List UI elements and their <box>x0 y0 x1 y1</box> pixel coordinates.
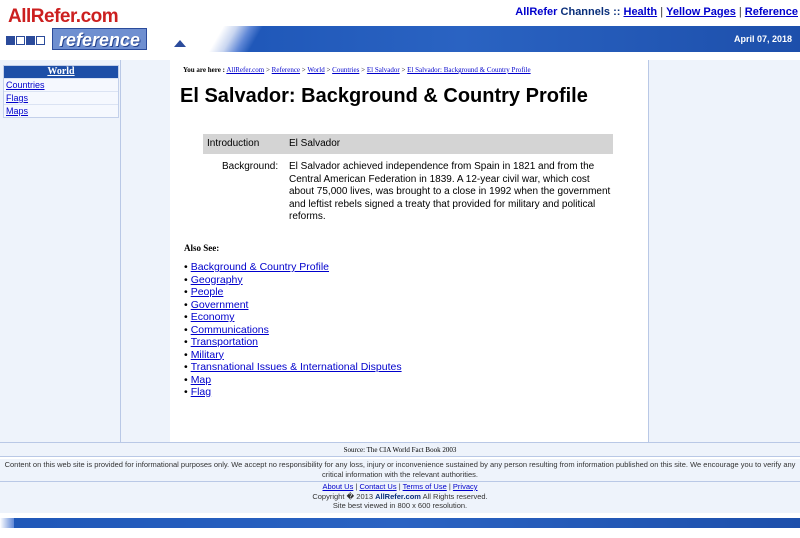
footer-separator: | <box>398 482 401 491</box>
sidebar-link-maps[interactable]: Maps <box>6 106 29 116</box>
breadcrumb-separator: > <box>401 66 406 74</box>
breadcrumb-separator: > <box>361 66 366 74</box>
bullet: • <box>184 261 188 273</box>
sidebar-link-flags[interactable]: Flags <box>6 93 29 103</box>
bullet: • <box>184 298 188 311</box>
also-see-list <box>184 261 402 399</box>
header-date: April 07, 2018 <box>733 34 792 44</box>
breadcrumb <box>183 66 531 74</box>
also-see-link-transportation[interactable]: Transportation <box>190 336 258 348</box>
list-item <box>184 311 402 324</box>
footer-separator: | <box>448 482 451 491</box>
logo-brand-text: AllRefer.com <box>8 6 119 27</box>
allrefer-logo[interactable] <box>6 6 186 50</box>
also-see-link-communications[interactable]: Communications <box>190 323 269 336</box>
bullet: • <box>184 386 188 398</box>
footer-stripe <box>0 518 14 528</box>
background-label: Background: <box>222 161 279 172</box>
disclaimer-text: Content on this web site is provided for informational purposes only. We accept no responsibility for any loss, injury or inconvenience sustained by any person resulting from information published on this site. We encourage you to verify any critical information with the relevant authorities. <box>0 459 800 481</box>
breadcrumb-separator: > <box>265 66 270 74</box>
also-see-link-economy[interactable]: Economy <box>190 311 235 323</box>
also-see-link-military[interactable]: Military <box>190 348 224 361</box>
list-item <box>184 386 402 399</box>
introduction-label: Introduction <box>207 138 260 149</box>
sidebar-heading-world[interactable]: World <box>4 66 118 78</box>
legal-block <box>0 481 800 513</box>
main-content <box>170 60 648 442</box>
also-see-heading: Also See: <box>184 243 220 253</box>
site-footer <box>0 442 800 538</box>
sidebar-link-countries[interactable]: Countries <box>6 80 45 90</box>
list-item <box>184 336 402 349</box>
site-header <box>0 0 800 52</box>
footer-link-contact-us[interactable]: Contact Us <box>359 482 397 491</box>
introduction-row <box>203 134 613 154</box>
footer-separator: | <box>355 482 358 491</box>
footer-link-about-us[interactable]: About Us <box>322 482 354 491</box>
header-blue-bar <box>236 26 800 52</box>
bullet: • <box>184 373 188 386</box>
left-sidebar <box>0 60 121 442</box>
footer-link-terms-of-use[interactable]: Terms of Use <box>402 482 447 491</box>
channel-link-reference[interactable]: Reference <box>744 6 798 18</box>
footer-blue-bar <box>0 518 800 528</box>
list-item <box>184 324 402 337</box>
also-see-link-government[interactable]: Government <box>190 298 249 311</box>
breadcrumb-link[interactable]: El Salvador <box>366 66 400 74</box>
source-note: Source: The CIA World Fact Book 2003 <box>0 443 800 457</box>
channel-separator: | <box>738 6 742 18</box>
background-text: El Salvador achieved independence from Spain in 1821 and from the Central American Federation in 1839. A 12-year civil war, which cost about 75,000 lives, was brought to a close in 1992 when the government and leftist rebels signed a treaty that provided for military and political reforms. <box>289 161 611 222</box>
also-see-link-map[interactable]: Map <box>190 373 212 386</box>
bullet: • <box>184 361 188 373</box>
bullet: • <box>184 286 188 298</box>
list-item <box>184 374 402 387</box>
channel-link-yellow-pages[interactable]: Yellow Pages <box>666 6 736 18</box>
also-see-link-transnational-issues[interactable]: Transnational Issues & International Disputes <box>190 361 402 373</box>
right-sidebar <box>648 60 800 442</box>
sidebar-item-flags[interactable] <box>4 91 118 104</box>
sidebar-item-countries[interactable] <box>4 78 118 91</box>
breadcrumb-lead: You are here : <box>183 66 225 74</box>
copyright-line <box>0 492 800 502</box>
also-see-link-people[interactable]: People <box>190 286 224 298</box>
breadcrumb-link[interactable]: Countries <box>332 66 360 74</box>
copyright-prefix: Copyright � 2013 <box>312 491 373 501</box>
channels-bar <box>515 6 798 18</box>
page-title: El Salvador: Background & Country Profile <box>180 85 588 107</box>
breadcrumb-separator: > <box>326 66 331 74</box>
also-see-link-flag[interactable]: Flag <box>190 386 212 398</box>
channels-label: Channels :: <box>560 6 621 18</box>
footer-links <box>0 482 800 492</box>
bullet: • <box>184 323 188 336</box>
world-nav-box <box>3 65 119 118</box>
bullet: • <box>184 348 188 361</box>
list-item <box>184 286 402 299</box>
breadcrumb-link[interactable]: El Salvador: Background & Country Profile <box>407 66 531 74</box>
best-viewed-note: Site best viewed in 800 x 600 resolution. <box>332 501 468 510</box>
copyright-suffix: All Rights reserved. <box>422 491 488 501</box>
logo-reference-text: reference <box>52 28 147 50</box>
footer-link-privacy[interactable]: Privacy <box>452 482 478 491</box>
channels-brand: AllRefer <box>515 6 558 18</box>
logo-arrow-icon <box>174 40 186 47</box>
introduction-value: El Salvador <box>289 138 341 149</box>
breadcrumb-link[interactable]: World <box>307 66 325 74</box>
list-item <box>184 361 402 374</box>
list-item <box>184 349 402 362</box>
also-see-link-background[interactable]: Background & Country Profile <box>190 261 330 273</box>
logo-squares-icon <box>6 32 50 42</box>
breadcrumb-link[interactable]: AllRefer.com <box>226 66 265 74</box>
list-item <box>184 274 402 287</box>
bullet: • <box>184 273 188 286</box>
channel-separator: | <box>660 6 664 18</box>
copyright-brand: AllRefer.com <box>375 491 421 501</box>
list-item <box>184 261 402 274</box>
breadcrumb-separator: > <box>301 66 306 74</box>
bullet: • <box>184 311 188 323</box>
list-item <box>184 299 402 312</box>
header-stripe <box>208 26 263 52</box>
left-gutter <box>121 60 170 442</box>
also-see-link-geography[interactable]: Geography <box>190 273 243 286</box>
sidebar-item-maps[interactable] <box>4 104 118 117</box>
bullet: • <box>184 336 188 348</box>
channel-link-health[interactable]: Health <box>623 6 658 18</box>
breadcrumb-link[interactable]: Reference <box>271 66 301 74</box>
